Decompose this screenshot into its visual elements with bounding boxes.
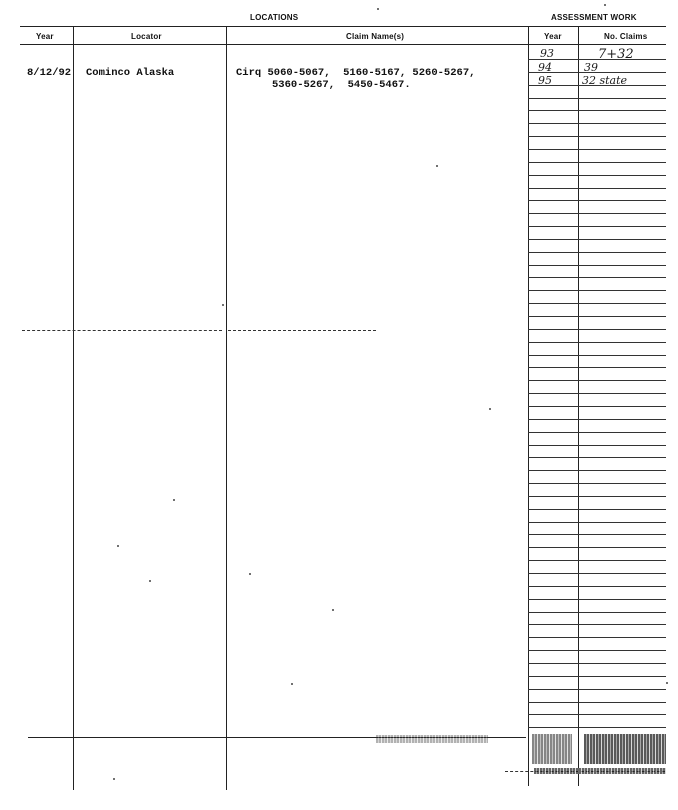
assessment-ruled-line (528, 689, 666, 690)
aw-year-1: 93 (540, 47, 554, 60)
assessment-ruled-line (528, 637, 666, 638)
header-top-rule (20, 26, 666, 27)
assessment-ruled-line (528, 702, 666, 703)
midpage-dashed-line-claims (228, 330, 376, 331)
divider-locator-claims (226, 26, 227, 790)
assessment-ruled-line (528, 547, 666, 548)
assessment-ruled-line (528, 265, 666, 266)
assessment-ruled-line (528, 483, 666, 484)
assessment-ruled-line (528, 457, 666, 458)
assessment-ruled-line (528, 663, 666, 664)
assessment-ruled-line (528, 406, 666, 407)
assessment-ruled-line (528, 149, 666, 150)
aw-claims-1: 7+32 (598, 47, 634, 62)
assessment-ruled-line (528, 98, 666, 99)
assessment-ruled-line (528, 380, 666, 381)
scan-smudge (584, 734, 666, 764)
assessment-ruled-line (528, 612, 666, 613)
col-claim-names-header: Claim Name(s) (346, 32, 405, 41)
assessment-ruled-line (528, 277, 666, 278)
assessment-ruled-line (528, 162, 666, 163)
col-year-header: Year (36, 32, 54, 41)
assessment-ruled-line (528, 586, 666, 587)
assessment-ruled-line (528, 509, 666, 510)
scan-speck (436, 165, 438, 167)
assessment-ruled-line (528, 239, 666, 240)
scan-speck (173, 499, 175, 501)
scan-speck (249, 573, 251, 575)
assessment-ruled-line (528, 714, 666, 715)
entry-claims-line-2: 5360-5267, 5450-5467. (272, 79, 411, 91)
assessment-ruled-line (528, 72, 666, 73)
assessment-ruled-line (528, 419, 666, 420)
assessment-ruled-line (528, 123, 666, 124)
aw-year-3: 95 (538, 74, 552, 87)
scan-smudge (376, 735, 488, 743)
col-aw-year-header: Year (544, 32, 562, 41)
assessment-ruled-line (528, 470, 666, 471)
assessment-ruled-line (528, 355, 666, 356)
scan-smudge (534, 768, 666, 774)
scan-speck (222, 304, 224, 306)
scan-speck (149, 580, 151, 582)
assessment-ruled-line (528, 393, 666, 394)
scan-smudge (532, 734, 572, 764)
assessment-ruled-line (528, 522, 666, 523)
assessment-ruled-line (528, 573, 666, 574)
midpage-dashed-line (22, 330, 222, 331)
scan-speck (604, 4, 606, 6)
assessment-ruled-line (528, 188, 666, 189)
col-no-claims-header: No. Claims (604, 32, 648, 41)
entry-year: 8/12/92 (27, 67, 72, 79)
header-bottom-rule (20, 44, 666, 45)
scan-speck (489, 408, 491, 410)
assessment-ruled-line (528, 303, 666, 304)
assessment-ruled-line (528, 85, 666, 86)
assessment-ruled-line (528, 367, 666, 368)
assessment-ruled-line (528, 727, 666, 728)
scan-speck (377, 8, 379, 10)
assessment-ruled-line (528, 676, 666, 677)
assessment-ruled-line (528, 110, 666, 111)
assessment-ruled-line (528, 59, 666, 60)
aw-claims-2: 39 (584, 61, 598, 74)
locations-header: LOCATIONS (250, 13, 299, 22)
assessment-ruled-line (528, 136, 666, 137)
assessment-ruled-line (528, 445, 666, 446)
divider-year-locator (73, 26, 74, 790)
scan-speck (666, 682, 668, 684)
assessment-ruled-line (528, 342, 666, 343)
assessment-ruled-line (528, 496, 666, 497)
assessment-ruled-line (528, 200, 666, 201)
aw-claims-3: 32 state (582, 74, 628, 87)
assessment-ruled-line (528, 329, 666, 330)
assessment-ruled-line (528, 599, 666, 600)
assessment-ruled-line (528, 252, 666, 253)
assessment-ruled-line (528, 650, 666, 651)
scan-speck (291, 683, 293, 685)
assessment-ruled-line (528, 534, 666, 535)
scan-speck (113, 778, 115, 780)
assessment-ruled-line (528, 213, 666, 214)
assessment-work-header: ASSESSMENT WORK (551, 13, 637, 22)
entry-claims-line-1: Cirq 5060-5067, 5160-5167, 5260-5267, (236, 67, 476, 79)
col-locator-header: Locator (131, 32, 162, 41)
assessment-ruled-line (528, 316, 666, 317)
scan-speck (117, 545, 119, 547)
assessment-ruled-line (528, 560, 666, 561)
assessment-ruled-line (528, 624, 666, 625)
entry-locator: Cominco Alaska (86, 67, 175, 79)
assessment-ruled-line (528, 175, 666, 176)
assessment-ruled-line (528, 432, 666, 433)
scan-speck (332, 609, 334, 611)
assessment-ruled-line (528, 226, 666, 227)
aw-year-2: 94 (538, 61, 552, 74)
assessment-ruled-line (528, 290, 666, 291)
